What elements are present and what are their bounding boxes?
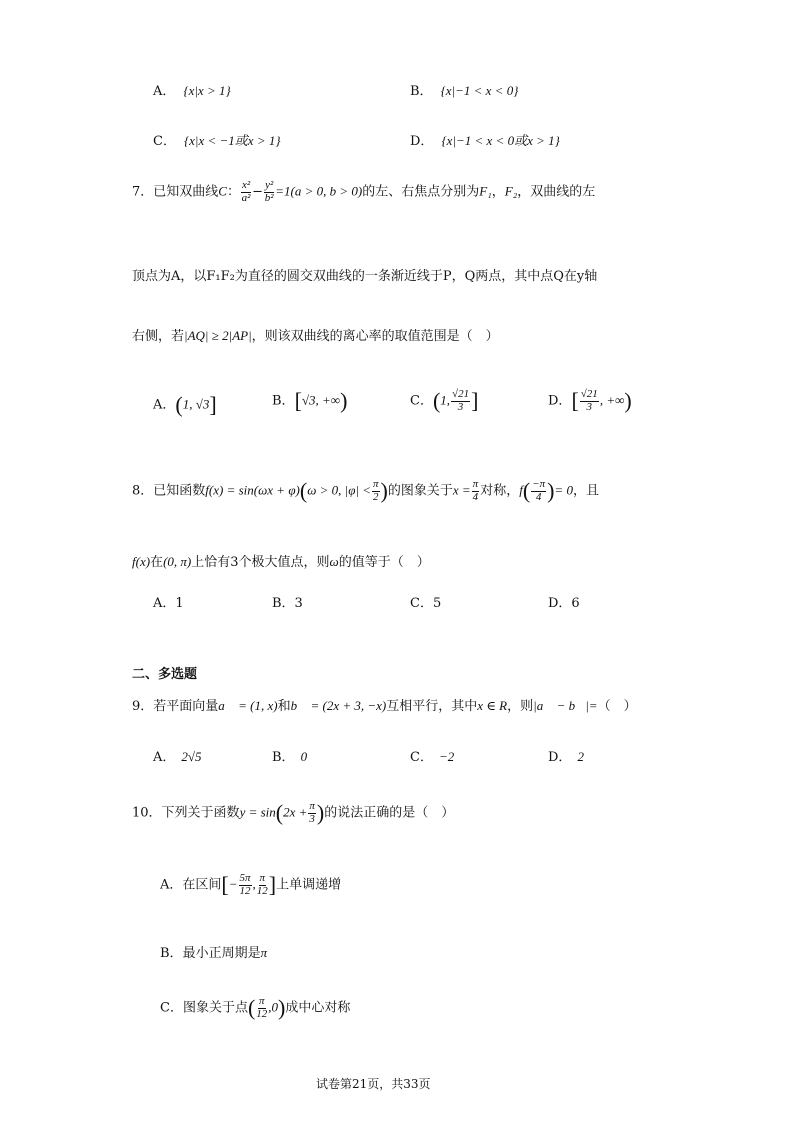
q6-option-a: A． {x|x > 1}: [153, 83, 231, 99]
q9-option-b: B． 0: [272, 749, 308, 765]
q10-option-c: C．图象关于点( $\frac{\pi}{12}$ ,0)成中心对称: [160, 994, 351, 1020]
q9-option-a: A． 2√5: [153, 749, 202, 765]
q7-stem-line3: 右侧，若|AQ| ≥ 2|AP|，则该双曲线的离心率的取值范围是（ ）: [132, 328, 499, 344]
q7-option-d: D．[ $\frac{√21}{3}$ , +∞): [548, 387, 632, 413]
q6-option-b: B． {x|−1 < x < 0}: [410, 83, 519, 99]
q7-option-a: A．(1, √3]: [153, 392, 217, 417]
q6-option-c: C． {x|x < −1或x > 1}: [153, 133, 281, 149]
q9-option-c: C． −2: [410, 749, 455, 765]
q10-option-b: B．最小正周期是π: [160, 945, 268, 961]
q10-option-a: A．在区间[− $\frac{5\pi}{12}$ , $\frac{\pi}{12}$ ]上单调递增: [160, 871, 342, 897]
q7-stem-line1: 7．已知双曲线C： $\frac{\text{x²}}{\text{a²}}$ − $\frac{\text{y²}}{\text{b²}}$ =1(a > 0, b > 0)的左、右焦点分别为F₁，F₂，双曲线的左: [132, 179, 596, 204]
q9-stem: 9．若平面向量a⃗ = (1, x)和b⃗ = (2x + 3, −x)互相平行，其中x ∈ R，则|a⃗ − b⃗|=（ ）: [132, 698, 637, 714]
q8-stem-line1: 8．已知函数f(x) = sin(ωx + φ)(ω > 0, |φ| < $\frac{\pi}{2}$ )的图象关于x = $\frac{\pi}{4}$ 对称，f( $\frac{-\pi}{4}$ )= 0，且: [132, 477, 599, 503]
section-heading-multiple-choice: 二、多选题: [132, 667, 198, 682]
q7-stem-line2: 顶点为A，以F₁F₂为直径的圆交双曲线的一条渐近线于P，Q两点，其中点Q在y轴: [132, 269, 598, 284]
q6-option-d: D． {x|−1 < x < 0或x > 1}: [410, 133, 560, 149]
page-footer: 试卷第21页，共33页: [316, 1077, 431, 1091]
q8-option-c: C．5: [410, 596, 442, 611]
q9-option-d: D． 2: [548, 749, 584, 765]
q10-stem: 10．下列关于函数y = sin(2x + $\frac{\pi}{3}$ )的说法正确的是（ ）: [132, 799, 455, 825]
q7-option-c: C．(1, $\frac{√21}{3}$ ]: [410, 387, 479, 413]
q7-option-b: B．[√3, +∞): [272, 388, 348, 413]
q8-stem-line2: f(x)在(0, π)上恰有3个极大值点，则ω的值等于（ ）: [132, 554, 430, 570]
q8-option-b: B．3: [272, 596, 303, 611]
q8-option-d: D．6: [548, 596, 580, 611]
q8-option-a: A．1: [153, 596, 184, 611]
